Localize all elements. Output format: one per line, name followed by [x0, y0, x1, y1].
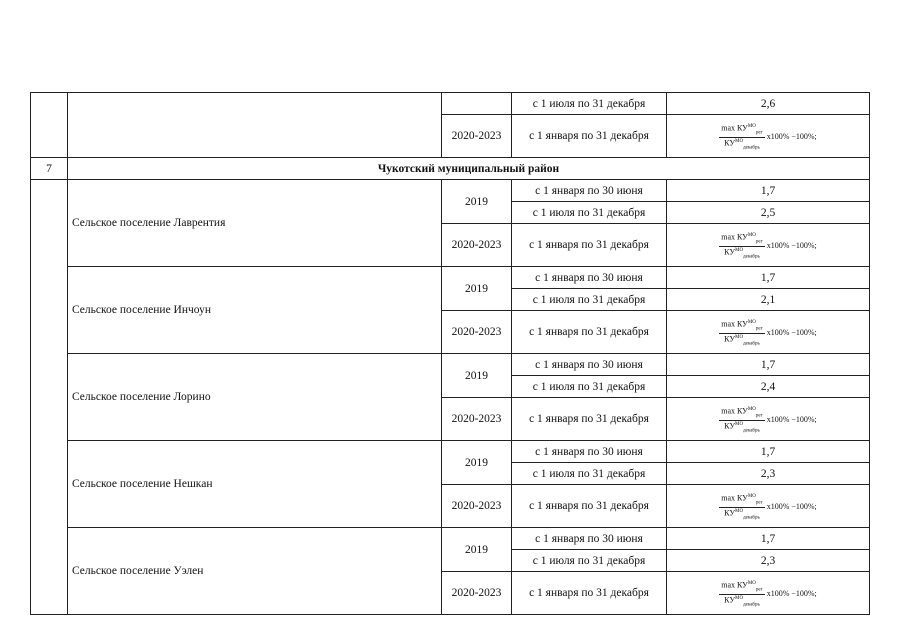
value-cell: 2,3	[667, 463, 870, 485]
growth-formula: $\frac{\max КУ^{МО}_{рег}}{КУ^{МО}_{декабрь}}$ х100% −100%;	[721, 233, 817, 259]
year-cell: 2020-2023	[442, 224, 512, 267]
region-number: 7	[31, 158, 68, 180]
period-cell: с 1 января по 31 декабря	[512, 115, 667, 158]
table-row	[31, 528, 870, 550]
table-row	[31, 267, 870, 289]
year-cell: 2019	[442, 354, 512, 398]
year-cell: 2020-2023	[442, 398, 512, 441]
row-number-cell	[31, 180, 68, 615]
period-cell: с 1 января по 30 июня	[512, 441, 667, 463]
period-cell: с 1 января по 30 июня	[512, 267, 667, 289]
formula-cell	[667, 115, 870, 158]
year-cell: 2019	[442, 528, 512, 572]
period-cell: с 1 июля по 31 декабря	[512, 376, 667, 398]
period-cell: с 1 января по 30 июня	[512, 528, 667, 550]
value-cell: 2,5	[667, 202, 870, 224]
period-cell: с 1 июля по 31 декабря	[512, 550, 667, 572]
table-row	[31, 354, 870, 376]
value-cell: 2,6	[667, 93, 870, 115]
year-cell: 2020-2023	[442, 311, 512, 354]
period-cell: с 1 января по 30 июня	[512, 354, 667, 376]
value-cell: 1,7	[667, 441, 870, 463]
settlement-name: Сельское поселение Инчоун	[68, 267, 442, 354]
period-cell: с 1 июля по 31 декабря	[512, 93, 667, 115]
period-cell: с 1 января по 31 декабря	[512, 398, 667, 441]
year-cell: 2019	[442, 180, 512, 224]
year-cell: 2020-2023	[442, 115, 512, 158]
formula-cell	[667, 398, 870, 441]
year-cell: 2020-2023	[442, 572, 512, 615]
region-header-row	[31, 158, 870, 180]
period-cell: с 1 января по 31 декабря	[512, 485, 667, 528]
formula-cell	[667, 311, 870, 354]
table-row	[31, 441, 870, 463]
settlement-name: Сельское поселение Нешкан	[68, 441, 442, 528]
value-cell: 1,7	[667, 267, 870, 289]
growth-formula: $\frac{\max КУ^{МО}_{рег}}{КУ^{МО}_{декабрь}}$ х100% −100%;	[721, 320, 817, 346]
value-cell: 2,3	[667, 550, 870, 572]
region-title: Чукотский муниципальный район	[68, 158, 870, 180]
period-cell: с 1 января по 31 декабря	[512, 311, 667, 354]
year-cell: 2019	[442, 267, 512, 311]
value-cell: 2,1	[667, 289, 870, 311]
period-cell: с 1 января по 31 декабря	[512, 224, 667, 267]
growth-formula: $\frac{\max КУ^{МО}_{рег}}{КУ^{МО}_{декабрь}}$ х100% −100%;	[721, 494, 817, 520]
settlement-name: Сельское поселение Лорино	[68, 354, 442, 441]
settlement-name-cell	[68, 93, 442, 158]
growth-formula: $\frac{\max КУ^{МО}_{рег}}{КУ^{МО}_{декабрь}}$ х100% −100%;	[721, 124, 817, 150]
settlement-name: Сельское поселение Уэлен	[68, 528, 442, 615]
period-cell: с 1 июля по 31 декабря	[512, 463, 667, 485]
period-cell: с 1 января по 31 декабря	[512, 572, 667, 615]
growth-formula: $\frac{\max КУ^{МО}_{рег}}{КУ^{МО}_{декабрь}}$ х100% −100%;	[721, 581, 817, 607]
period-cell: с 1 января по 30 июня	[512, 180, 667, 202]
settlement-name: Сельское поселение Лаврентия	[68, 180, 442, 267]
formula-cell	[667, 224, 870, 267]
value-cell: 2,4	[667, 376, 870, 398]
formula-cell	[667, 572, 870, 615]
period-cell: с 1 июля по 31 декабря	[512, 202, 667, 224]
tariff-table	[30, 92, 870, 615]
year-cell	[442, 93, 512, 115]
period-cell: с 1 июля по 31 декабря	[512, 289, 667, 311]
table-row	[31, 93, 870, 115]
growth-formula: $\frac{\max КУ^{МО}_{рег}}{КУ^{МО}_{декабрь}}$ х100% −100%;	[721, 407, 817, 433]
year-cell: 2020-2023	[442, 485, 512, 528]
value-cell: 1,7	[667, 354, 870, 376]
formula-cell	[667, 485, 870, 528]
value-cell: 1,7	[667, 528, 870, 550]
table-row	[31, 180, 870, 202]
row-number-cell	[31, 93, 68, 158]
value-cell: 1,7	[667, 180, 870, 202]
year-cell: 2019	[442, 441, 512, 485]
